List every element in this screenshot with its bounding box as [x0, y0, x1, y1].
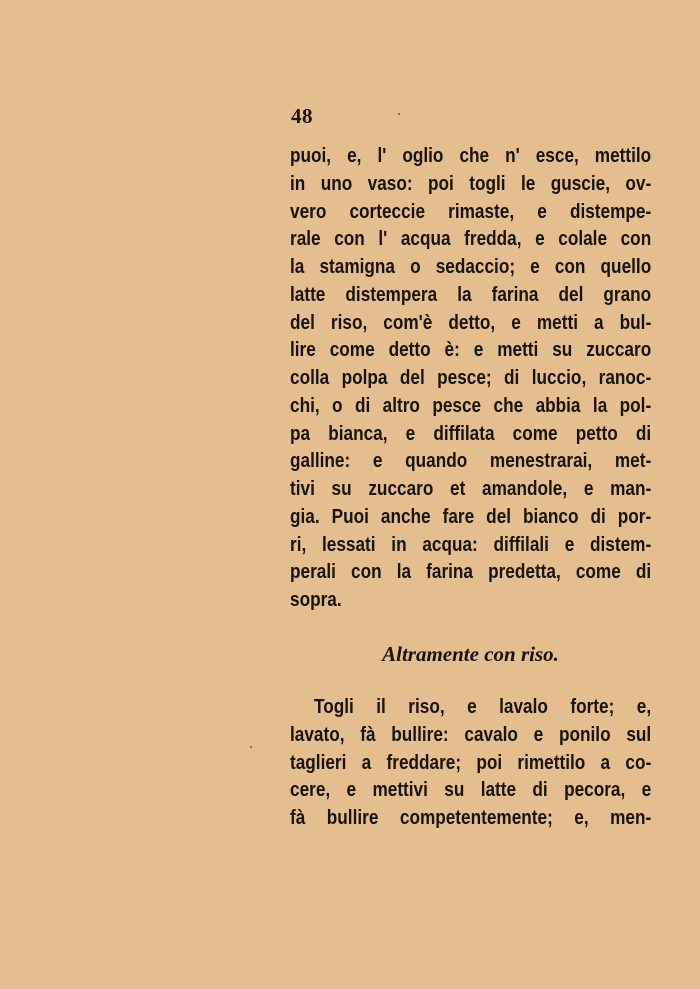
text-line: cere, e mettivi su latte di pecora, e: [290, 779, 652, 801]
text-line: sopra.: [290, 589, 342, 611]
text-line: fà bullire competentemente; e, men-: [290, 807, 652, 829]
text-line: in uno vaso: poi togli le guscie, ov-: [290, 173, 652, 195]
text-line: Togli il riso, e lavalo forte; e,: [314, 696, 652, 718]
paper-speck: [250, 746, 252, 748]
section-heading: Altramente con riso.: [382, 642, 559, 666]
text-line: puoi, e, l' oglio che n' esce, mettilo: [290, 145, 652, 167]
page-number: 48: [291, 104, 313, 128]
text-line: la stamigna o sedaccio; e con quello: [290, 256, 652, 278]
text-line: chi, o di altro pesce che abbia la pol-: [290, 395, 652, 417]
text-line: latte distempera la farina del grano: [290, 284, 652, 306]
text-line: gia. Puoi anche fare del bianco di por-: [290, 506, 652, 528]
text-line: lire come detto è: e metti su zuccaro: [290, 339, 652, 361]
text-line: tivi su zuccaro et amandole, e man-: [290, 478, 652, 500]
text-line: rale con l' acqua fredda, e colale con: [290, 228, 652, 250]
text-line: perali con la farina predetta, come di: [290, 561, 652, 583]
text-line: del riso, com'è detto, e metti a bul-: [290, 312, 652, 334]
paper-speck: [398, 113, 400, 115]
text-line: taglieri a freddare; poi rimettilo a co-: [290, 752, 652, 774]
text-line: vero corteccie rimaste, e distempe-: [290, 201, 652, 223]
text-line: pa bianca, e diffilata come petto di: [290, 423, 652, 445]
text-line: galline: e quando menestrarai, met-: [290, 450, 652, 472]
text-line: lavato, fà bullire: cavalo e ponilo sul: [290, 724, 652, 746]
text-line: colla polpa del pesce; di luccio, ranoc-: [290, 367, 652, 389]
text-line: ri, lessati in acqua: diffilali e distem-: [290, 534, 652, 556]
